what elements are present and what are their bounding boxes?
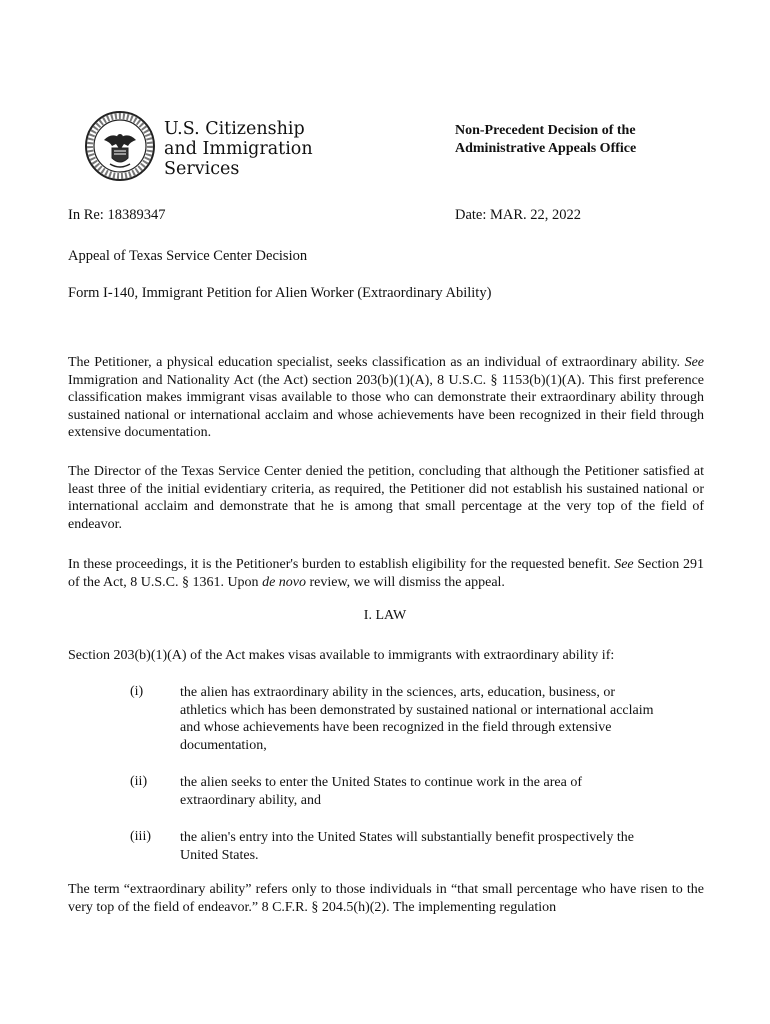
decision-title-line-1: Non-Precedent Decision of the	[455, 123, 636, 138]
law-heading: I. LAW	[363, 608, 407, 623]
form-line: Form I-140, Immigrant Petition for Alien Worker (Extraordinary Ability)	[68, 285, 492, 301]
agency-line-1: U.S. Citizenship	[164, 119, 305, 139]
p3-see: See	[614, 557, 634, 572]
p3-text-b: Section 291 of the Act, 8 U.S.C. § 1361. Upon	[68, 557, 704, 590]
p1-text-b: Immigration and Nationality Act (the Act) section 203(b)(1)(A), 8 U.S.C. § 1153(b)(1)(A). This first preference classification makes immigrant visas available to those who can demonstrate their extraordinary ability through sustained national or international acclaim and whose achievements have been recognized in their field through extensive documentation.	[68, 372, 704, 440]
decision-title-line-2: Administrative Appeals Office	[455, 141, 637, 156]
p1-text-a: The Petitioner, a physical education specialist, seeks classification as an individual of extraordinary ability.	[68, 355, 685, 370]
paragraph-1	[68, 354, 704, 442]
decision-date: Date: MAR. 22, 2022	[455, 207, 582, 223]
p3-text-c: review, we will dismiss the appeal.	[306, 574, 505, 590]
in-re-number: In Re: 18389347	[68, 207, 166, 223]
p1-see: See	[684, 355, 704, 370]
paragraph-4: Section 203(b)(1)(A) of the Act makes visas available to immigrants with extraordinary ability if:	[68, 648, 615, 663]
clause-text: the alien has extraordinary ability in the sciences, arts, education, business, or athletics which has been demonstrated by sustained national or international acclaim and whose achievements have been recognized in the field through extensive documentation,	[180, 685, 654, 753]
paragraph-3	[68, 556, 704, 591]
decision-title	[455, 122, 636, 158]
clause-number: (iii)	[130, 829, 151, 844]
dhs-seal-icon	[84, 110, 156, 182]
p3-de-novo: de novo	[262, 574, 306, 590]
clause-number: (i)	[130, 684, 144, 699]
clause-text: the alien's entry into the United States will substantially benefit prospectively the United States.	[180, 830, 634, 863]
p3-text-a: In these proceedings, it is the Petitioner's burden to establish eligibility for the requested benefit.	[68, 557, 615, 572]
paragraph-5: The term “extraordinary ability” refers only to those individuals in “that small percentage who have risen to the very top of the field of endeavor.” 8 C.F.R. § 204.5(h)(2). The implementing regulation	[68, 882, 704, 915]
paragraph-2: The Director of the Texas Service Center denied the petition, concluding that although the Petitioner satisfied at least three of the initial evidentiary criteria, as required, the Petitioner did not establish his sustained national or international acclaim and demonstrate that he is among that small percentage at the very top of the field of endeavor.	[68, 464, 704, 532]
appeal-line: Appeal of Texas Service Center Decision	[68, 248, 308, 264]
agency-line-2: and Immigration	[164, 139, 313, 159]
clause-text: the alien seeks to enter the United States to continue work in the area of extraordinary ability, and	[180, 775, 582, 808]
clause-number: (ii)	[130, 774, 148, 789]
agency-name	[164, 119, 313, 179]
agency-line-3: Services	[164, 159, 240, 179]
